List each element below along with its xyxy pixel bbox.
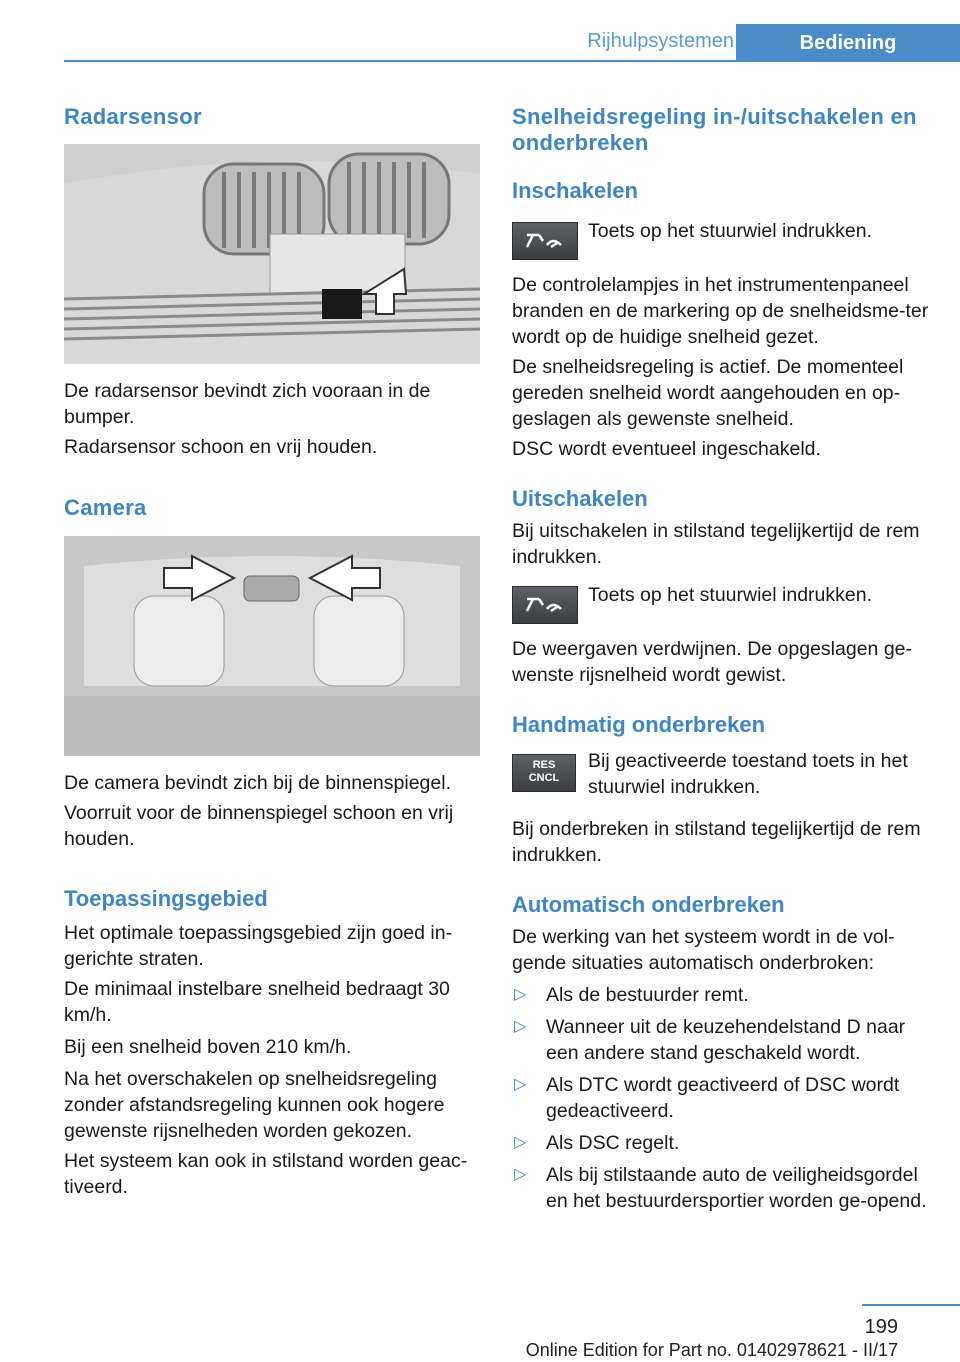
auto-interrupt-list	[512, 982, 932, 1220]
switch-on-button-text: Toets op het stuurwiel indrukken.	[588, 220, 872, 242]
triangle-bullet-icon: ▷	[514, 986, 527, 1003]
section-tab: Rijhulpsystemen	[587, 30, 734, 52]
cruise-control-button-icon-2	[512, 586, 578, 624]
page-header	[64, 24, 960, 62]
radarsensor-heading: Radarsensor	[64, 104, 202, 129]
scope-paragraph-5: Het systeem kan ook in stilstand worden geac-tiveerd.	[64, 1150, 468, 1198]
triangle-bullet-icon: ▷	[514, 1134, 527, 1151]
camera-heading: Camera	[64, 495, 147, 520]
manual-interrupt-button-text: Bij geactiveerde toestand toets in het stuurwiel indrukken.	[588, 750, 908, 798]
camera-illustration	[64, 536, 480, 756]
list-item: ▷ Als bij stilstaande auto de veiligheidsgordel en het bestuurdersportier worden ge-opend.	[514, 1164, 927, 1212]
scope-paragraph-1: Het optimale toepassingsgebied zijn goed in-gerichte straten.	[64, 922, 453, 970]
triangle-bullet-icon: ▷	[514, 1018, 527, 1035]
switch-off-paragraph-1: Bij uitschakelen in stilstand tegelijkertijd de rem indrukken.	[512, 520, 920, 568]
cruise-control-button-icon	[512, 222, 578, 260]
radar-paragraph-2: Radarsensor schoon en vrij houden.	[64, 436, 378, 458]
list-item: ▷ Als DSC regelt.	[514, 1132, 680, 1154]
radar-paragraph-1: De radarsensor bevindt zich vooraan in de bumper.	[64, 380, 431, 428]
camera-paragraph-2: Voorruit voor de binnenspiegel schoon en vrij houden.	[64, 802, 454, 850]
switch-on-paragraph-2: De snelheidsregeling is actief. De momenteel gereden snelheid wordt aangehouden en op-geslagen als gewenste snelheid.	[512, 356, 904, 430]
switch-off-button-text: Toets op het stuurwiel indrukken.	[588, 584, 872, 606]
switch-off-heading: Uitschakelen	[512, 486, 648, 511]
switch-on-paragraph-3: DSC wordt eventueel ingeschakeld.	[512, 438, 821, 460]
list-item: ▷ Als DTC wordt geactiveerd of DSC wordt gedeactiveerd.	[514, 1074, 900, 1122]
scope-heading: Toepassingsgebied	[64, 886, 268, 911]
page-number: 199	[864, 1316, 898, 1338]
header-rule	[64, 60, 960, 62]
auto-interrupt-paragraph: De werking van het systeem wordt in de vol-gende situaties automatisch onderbroken:	[512, 926, 895, 974]
triangle-bullet-icon: ▷	[514, 1076, 527, 1093]
scope-paragraph-3: Bij een snelheid boven 210 km/h.	[64, 1036, 352, 1058]
list-item: ▷ Wanneer uit de keuzehendelstand D naar een andere stand geschakeld wordt.	[514, 1016, 906, 1064]
camera-paragraph-1: De camera bevindt zich bij de binnenspiegel.	[64, 772, 451, 794]
res-cncl-button-icon	[512, 754, 576, 792]
triangle-bullet-icon: ▷	[514, 1166, 527, 1183]
scope-paragraph-2: De minimaal instelbare snelheid bedraagt 30 km/h.	[64, 978, 450, 1026]
cncl-label: CNCL	[528, 772, 560, 784]
switch-off-paragraph-2: De weergaven verdwijnen. De opgeslagen ge-wenste rijsnelheid wordt gewist.	[512, 638, 912, 686]
res-label: RES	[532, 759, 556, 771]
scope-paragraph-4: Na het overschakelen op snelheidsregeling zonder afstandsregeling kunnen ook hogere gewenste rijsnelheden worden gekozen.	[64, 1068, 445, 1142]
manual-interrupt-paragraph: Bij onderbreken in stilstand tegelijkertijd de rem indrukken.	[512, 818, 921, 866]
cruise-control-heading: Snelheidsregeling in-/uitschakelen en onderbreken	[512, 104, 917, 155]
switch-on-paragraph-1: De controlelampjes in het instrumentenpaneel branden en de markering op de snelheidsme-ter wordt op de huidige snelheid gezet.	[512, 274, 929, 348]
manual-interrupt-heading: Handmatig onderbreken	[512, 712, 766, 737]
chapter-tab: Bediening	[736, 24, 960, 62]
switch-on-heading: Inschakelen	[512, 178, 638, 203]
radar-sensor-illustration	[64, 144, 480, 364]
list-item: ▷ Als de bestuurder remt.	[514, 984, 749, 1006]
edition-text: Online Edition for Part no. 01402978621 - II/17	[525, 1340, 898, 1360]
footer-rule	[862, 1304, 960, 1306]
auto-interrupt-heading: Automatisch onderbreken	[512, 892, 785, 917]
